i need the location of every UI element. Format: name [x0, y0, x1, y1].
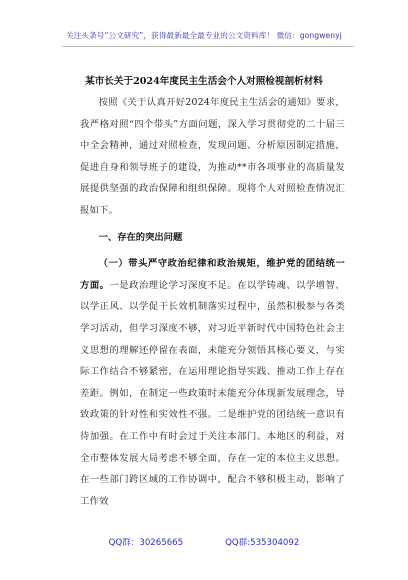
footer-qq-group-2: QQ群:535304092 — [225, 538, 300, 548]
document-body — [80, 92, 345, 512]
subsection-lead: （一）带头严守政治纪律和政治规矩，维护党的团结统一方面。 — [80, 258, 345, 291]
footer — [0, 536, 408, 548]
subsection-body: 一是政治理论学习深度不足。在以学铸魂、以学增智、以学正风、以学促干长效机制落实过程中，虽然积极参与各类学习活动，但学习深度不够，对习近平新时代中国特色社会主义思想的理解还停留在表面，未能充分领悟其核心要义，与实际工作结合不够紧密，在运用理论指导实践、推动工作上存在差距。例如，在制定一些政策时未能充分体现新发展理念，导致政策的针对性和实效性不强。二是维护党的团结统一意识有待加强。在工作中有时会过于关注本部门、本地区的利益，对全市整体发展大局考虑不够全面，存在一定的本位主义思想。在一些部门跨区域的工作协调中，配合不够积极主动，影响了工作效 — [80, 279, 345, 507]
section-heading: 一、存在的突出问题 — [98, 231, 183, 243]
intro-paragraph: 按照《关于认真开好2024年度民主生活会的通知》要求，我严格对照“四个带头”方面问题，深入学习贯彻党的二十届三中全会精神，通过对照检查，发现问题、分析原因制定措施，促进自身和领导班子的建设，为推动**市各项事业的高质量发展提供坚强的政治保障和组织保障。现将个人对照检查情况汇报如下。 — [80, 97, 345, 216]
document-title: 某市长关于2024年度民主生活会个人对照检视剖析材料 — [85, 76, 323, 87]
footer-qq-group-1: QQ群：30265665 — [108, 538, 184, 548]
subsection-paragraph — [80, 253, 345, 512]
header-banner: 关注头条号“公文研究”，获得最新最全最专业的公文资料库！ 微信：gongwenyj — [66, 31, 342, 40]
header-divider — [62, 46, 354, 47]
